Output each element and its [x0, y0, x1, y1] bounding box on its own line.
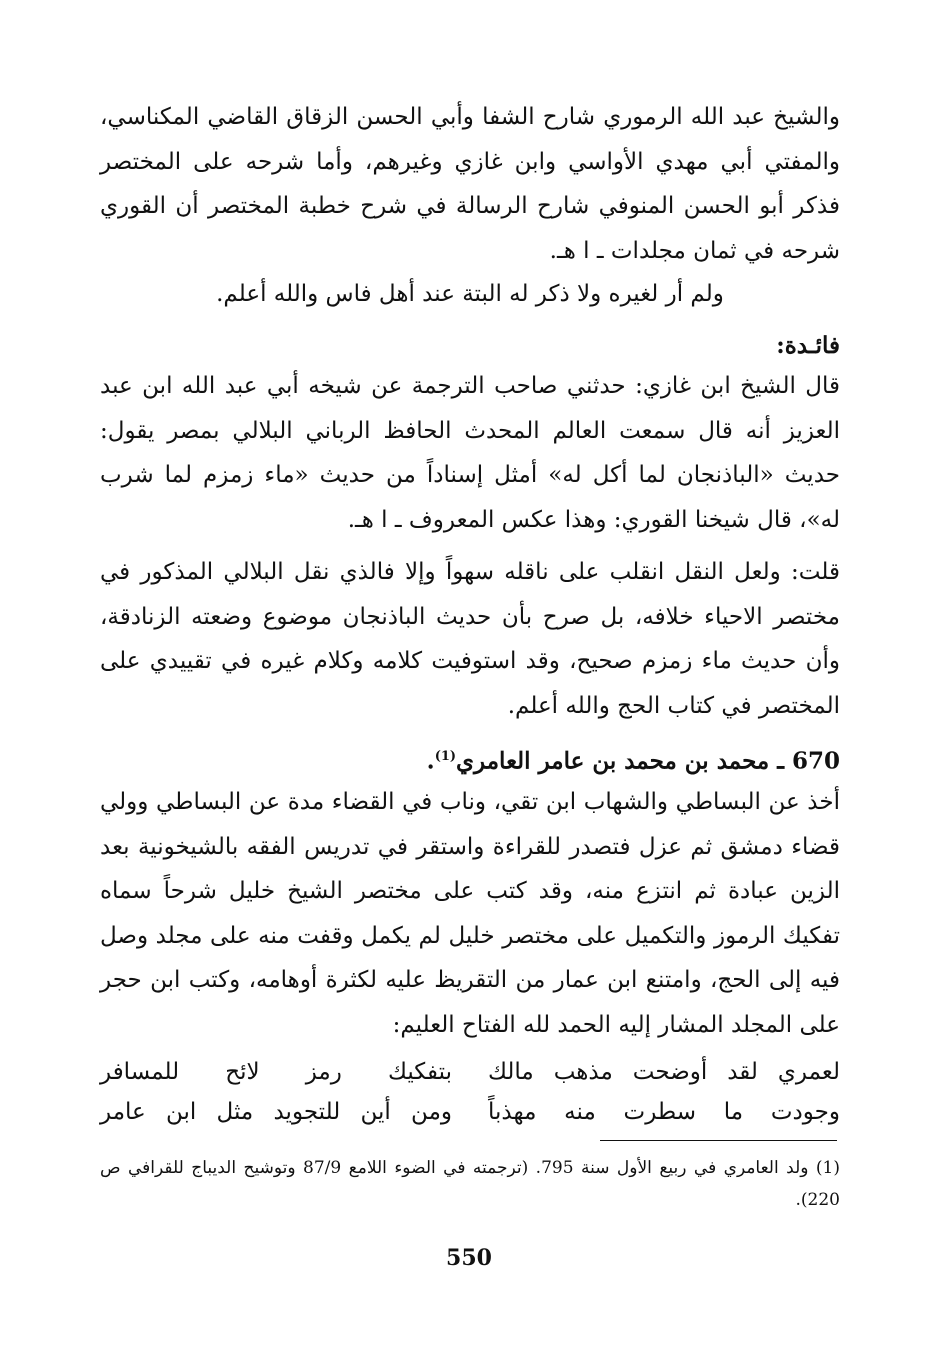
footnote-divider — [600, 1140, 837, 1141]
verse-second-hemistich: ومن أين للتجويد مثل ابن عامر — [100, 1099, 452, 1125]
footnote-reference: (1) — [434, 749, 457, 764]
entry-heading — [100, 735, 840, 784]
verse-line — [100, 1050, 840, 1094]
page-number: 550 — [446, 1245, 492, 1271]
verse-first-hemistich: لعمري لقد أوضحت مذهب مالك — [488, 1059, 840, 1085]
verse-first-hemistich: وجودت ما سطرت منه مهذباً — [488, 1099, 840, 1125]
verse-second-hemistich: بتفكيك رمز لائح للمسافر — [100, 1059, 452, 1085]
entry-heading-text: 670 ـ محمد بن محمد بن عامر العامري — [456, 747, 840, 775]
paragraph-5: أخذ عن البساطي والشهاب ابن تقي، وناب في القضاء مدة عن البساطي وولي قضاء دمشق ثم عزل فتصدر للقراءة واستقر في تدريس الفقه بالشيخونية بعد الزين عبادة ثم انتزع منه، وقد كتب على مختصر الشيخ خليل شرحاً سماه تفكيك الرموز والتكميل على مختصر خليل لم يكمل وقفت منه على مجلد وصل فيه إلى الحج، وامتنع ابن عمار من التقريظ عليه لكثرة أوهامه، وكتب ابن حجر على المجلد المشار إليه الحمد لله الفتاح العليم: — [100, 789, 840, 1038]
entry-heading-end: . — [426, 747, 435, 775]
paragraph-2: ولم أر لغيره ولا ذكر له البتة عند أهل فاس والله أعلم. — [216, 281, 724, 307]
paragraph-4: قلت: ولعل النقل انقلب على ناقله سهواً وإلا فالذي نقل البلالي المذكور في مختصر الاحياء خلافه، بل صرح بأن حديث الباذنجان موضوع وضعته الزنادقة، وأن حديث ماء زمزم صحيح، وقد استوفيت كلامه وكلام غيره في تقييدي على المختصر في كتاب الحج والله أعلم. — [100, 559, 840, 719]
verse-line — [100, 1090, 840, 1134]
footnote: (1) ولد العامري في ربيع الأول سنة 795. (ترجمته في الضوء اللامع 87/9 وتوشيح الديباج للقرافي ص 220). — [100, 1158, 841, 1210]
section-label-faida: فائـدة: — [776, 332, 840, 359]
paragraph-1: والشيخ عبد الله الرموري شارح الشفا وأبي الحسن الزقاق القاضي المكناسي، والمفتي أبي مهدي الأواسي وابن غازي وغيرهم، وأما شرحه على المختصر فذكر أبو الحسن المنوفي شارح الرسالة في شرح خطبة المختصر أن القوري شرحه في ثمان مجلدات ـ ا هـ. — [100, 104, 840, 264]
paragraph-3: قال الشيخ ابن غازي: حدثني صاحب الترجمة عن شيخه أبي عبد الله ابن عبد العزيز أنه قال سمعت العالم المحدث الحافظ الرباني البلالي بمصر يقول: حديث «الباذنجان لما أكل له» أمثل إسناداً من حديث «ماء زمزم لما شرب له»، قال شيخنا القوري: وهذا عكس المعروف ـ ا هـ. — [100, 373, 840, 533]
